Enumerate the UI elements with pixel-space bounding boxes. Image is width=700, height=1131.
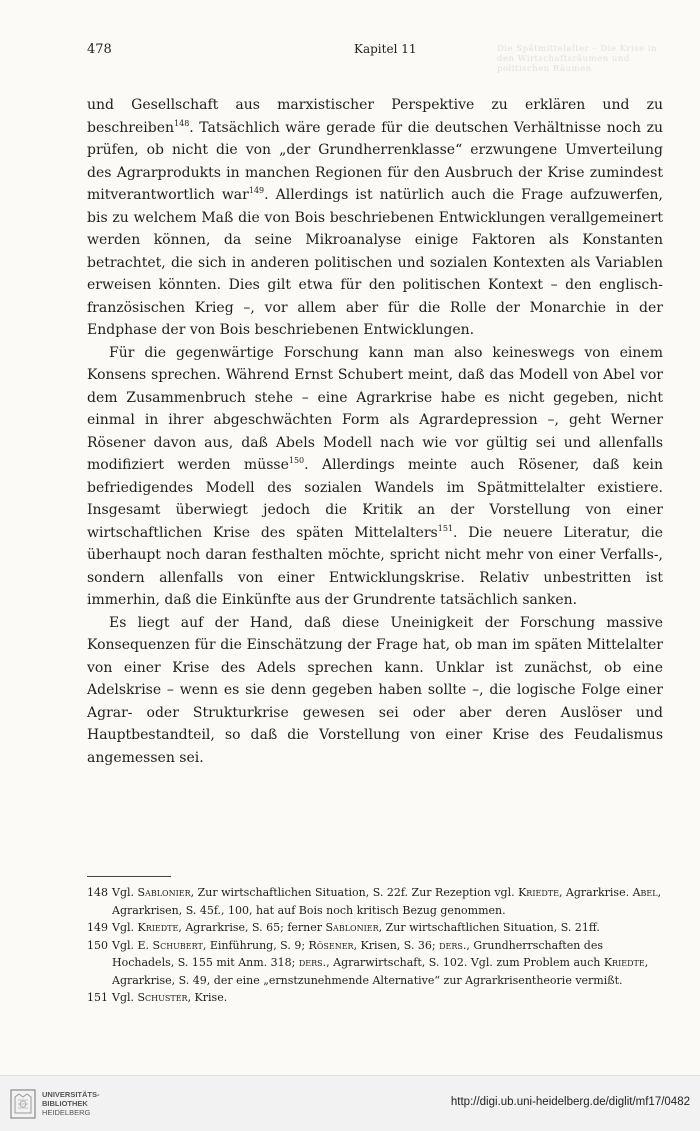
author-name: Kriedte — [603, 956, 645, 969]
author-name: ders. — [298, 956, 327, 969]
author-name: ders. — [439, 938, 467, 952]
paragraph — [87, 342, 663, 612]
text-run: , Grundherrschaften des Hochadels, S. 155 mit Anm. 318; — [112, 938, 603, 969]
footnote-ref: 150 — [288, 456, 305, 465]
library-name: UNIVERSITÄTS- BIBLIOTHEK HEIDELBERG — [42, 1090, 100, 1117]
text-run: , Agrarwirtschaft, S. 102. Vgl. zum Problem auch — [326, 956, 604, 969]
footnote-text — [112, 919, 667, 937]
footnote — [87, 919, 667, 937]
library-footer — [0, 1075, 700, 1131]
university-seal-icon — [10, 1089, 36, 1119]
footnote-number: 150 — [87, 938, 108, 952]
text-run: , Krisen, S. 36; — [353, 938, 440, 952]
footnote — [87, 937, 667, 990]
footnotes — [87, 884, 667, 1007]
text-run: , Zur wirtschaftlichen Situation, S. 22f. Zur Rezeption vgl. — [190, 886, 519, 899]
running-head: Kapitel 11 — [354, 42, 417, 56]
source-url-link[interactable]: http://digi.ub.uni-heidelberg.de/diglit/mf17/0482 — [450, 1096, 690, 1108]
footnote-ref: 149 — [248, 186, 265, 195]
text-run: , Krise. — [187, 991, 228, 1004]
main-text — [87, 94, 663, 769]
text-run: , Agrarkrise, S. 65; ferner — [178, 921, 326, 934]
footnote-text — [112, 884, 667, 919]
footnote-text — [112, 937, 667, 990]
footnote-ref: 148 — [174, 118, 190, 128]
author-name: Schuster — [137, 991, 188, 1004]
text-run: Vgl. — [112, 886, 138, 899]
author-name: Schubert — [152, 938, 203, 952]
text-run: . Tatsächlich wäre gerade für die deutschen Verhältnisse noch zu prüfen, ob nicht die von „der Grundherrenklasse“ erzwungene Umverteilung des Agrarprodukts in manchen Regionen für den Ausbruch der Krise zumindest mitverantwortlich war — [87, 119, 663, 203]
page-header — [87, 42, 663, 74]
text-run: Vgl. E. — [112, 938, 153, 952]
text-run: Für die gegenwärtige Forschung kann man also keineswegs von einem Konsens sprechen. Während Ernst Schubert meint, daß das Modell von Abel vor dem Zusammenbruch stehe – eine Agrarkrise habe es nicht gegeben, nicht einmal in ihrer abgeschwächten Form als Agrardepression –, geht Werner Rösener davon aus, daß Abels Modell nach wie vor gültig sei und allenfalls modifiziert werden müsse — [87, 344, 663, 473]
footnote-number: 149 — [87, 921, 108, 934]
text-run: . Die neuere Literatur, die überhaupt noch daran festhalten möchte, spricht nicht mehr von einer Verfalls-, sondern allenfalls von einer Entwicklungskrise. Relativ unbestritten ist immerhin, daß die Einkünfte aus der Grundrente tatsächlich sanken. — [87, 524, 664, 608]
text-run: , Agrarkrise, S. 49, der eine „ernstzunehmende Alternative“ zur Agrarkrisentheorie vermißt. — [112, 956, 649, 987]
footnote-ref: 151 — [437, 523, 454, 533]
footnote-divider — [87, 876, 171, 877]
text-run: , Agrarkrise. — [558, 886, 633, 899]
footnote-number: 148 — [87, 886, 108, 899]
footnote-number: 151 — [87, 991, 108, 1004]
author-name: Kriedte — [137, 921, 179, 934]
text-run: , Zur wirtschaftlichen Situation, S. 21ff. — [378, 921, 600, 934]
author-name: Sablonier — [137, 886, 191, 899]
footnote — [87, 989, 667, 1007]
page-number: 478 — [87, 42, 112, 57]
text-run: Vgl. — [112, 921, 138, 934]
text-run: Es liegt auf der Hand, daß diese Uneinigkeit der Forschung massive Konsequenzen für die Einschätzung der Frage hat, ob man im späten Mittelalter von einer Krise des Adels sprechen kann. Unklar ist zunächst, ob eine Adelskrise – wenn es sie denn gegeben haben sollte –, die logische Folge einer Agrar- oder Strukturkrise gewesen sei oder aber deren Auslöser und Hauptbestandteil, so daß die Vorstellung von einer Krise des Feudalismus angemessen sei. — [87, 614, 663, 766]
footnote — [87, 884, 667, 919]
text-run: Vgl. — [112, 991, 138, 1004]
paragraph — [87, 612, 663, 770]
text-run: , Einführung, S. 9; — [202, 938, 309, 952]
author-name: Sablonier — [325, 921, 379, 934]
text-run: , Agrarkrisen, S. 45f., 100, hat auf Bois noch kritisch Bezug genommen. — [112, 886, 662, 917]
footnote-text — [112, 989, 667, 1007]
text-run: . Allerdings ist natürlich auch die Frage aufzuwerfen, bis zu welchem Maß die von Bois beschriebenen Entwicklungen verallgemeinert werden können, da seine Mikroanalyse einige Faktoren als Konstanten betrachtet, die sich in anderen politischen und sozialen Kontexten als Variablen erweisen könnten. Dies gilt etwa für den politischen Kontext – den englisch-französischen Krieg –, vor allem aber für die Rolle der Monarchie in der Endphase der von Bois beschriebenen Entwicklungen. — [87, 187, 663, 338]
author-name: Kriedte — [518, 886, 559, 899]
text-run: und Gesellschaft aus marxistischer Perspektive zu erklären und zu beschreiben — [87, 97, 663, 136]
author-name: Rösener — [308, 938, 354, 952]
paragraph — [87, 94, 663, 342]
bleed-through-text: Die Spätmittelalter – Die Krise in den Wirtschaftsräumen und politischen Räumen — [497, 44, 658, 74]
author-name: Abel — [632, 886, 658, 899]
text-run: . Allerdings meinte auch Rösener, daß kein befriedigendes Modell des sozialen Wandels im Spätmittelalter existiere. Insgesamt überwiegt jedoch die Kritik an der Vorstellung von einer wirtschaftlichen Krise des späten Mittelalters — [87, 457, 663, 541]
